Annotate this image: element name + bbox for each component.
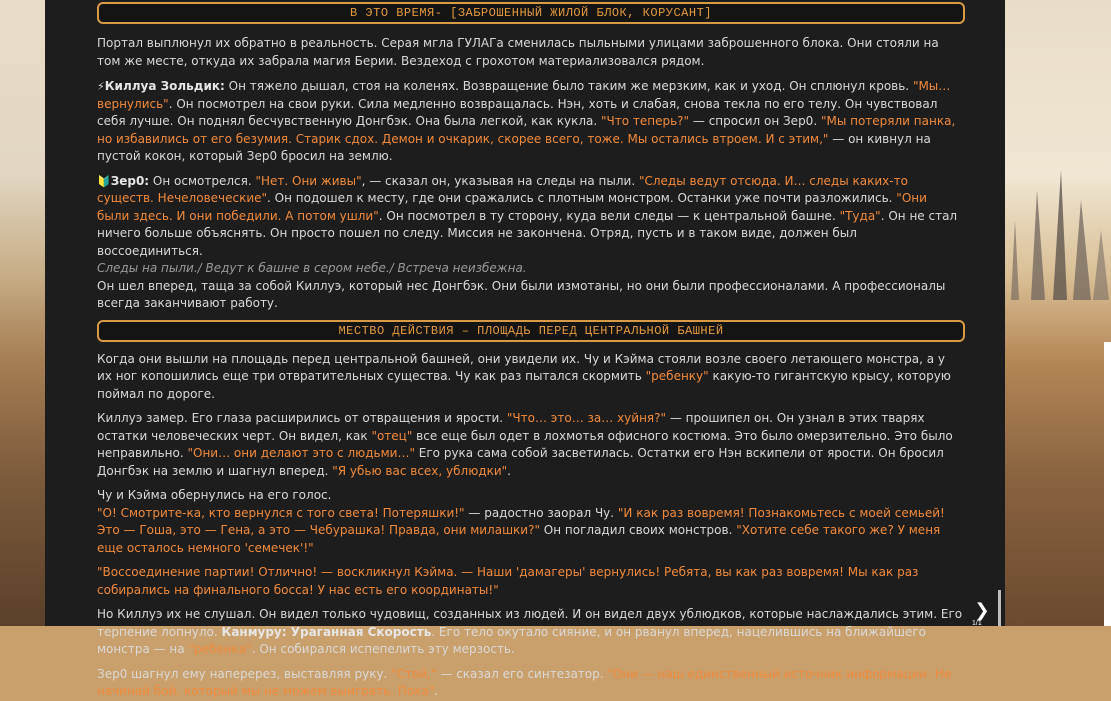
narration-text: . Он собирался испепелить эту мерзость. xyxy=(251,642,515,656)
story-paragraph xyxy=(97,351,963,404)
narration-text: Он погладил своих монстров. xyxy=(539,523,737,537)
narration-text: . Его тело окутало сияние, и он рванул вперед, нацелившись на ближайшего монстра — на xyxy=(97,624,927,656)
dialogue-quote: "ребенку" xyxy=(645,369,709,383)
story-paragraph: Портал выплюнул их обратно в реальность. Серая мгла ГУЛАГа сменилась пыльными улицами заброшенного блока. Они стояли на том же месте, откуда их забрала магия Берии. Вездеход с грохотом материализовался рядом. xyxy=(97,36,939,68)
dialogue-quote: "Хотите себе такого же? У меня еще осталось немного 'семечек'!" xyxy=(97,523,941,555)
narration-text: какую-то гигантскую крысу, которую поймал по дороге. xyxy=(97,369,951,401)
dialogue-quote: "Они — наш единственный источник информации. Не начинай бой, который мы не можем выиграть. Пока" xyxy=(97,666,952,698)
dialogue-quote: "Мы потеряли панка, но избавились от его безумия. Старик сдох. Демон и очкарик, скорее всего, тоже. Мы остались втроем. И с этим," xyxy=(97,114,956,146)
narration-text: . Он подошел к месту, где они сражались с плотным монстром. Останки уже почти разложились. xyxy=(267,191,897,205)
window-scrollbar[interactable] xyxy=(1104,342,1111,626)
story-paragraph xyxy=(97,410,963,480)
speaker-name: Киллуа Зольдик: xyxy=(104,79,225,93)
narration-text: Его рука сама собой засветилась. Остатки его Нэн вскипели от ярости. Он бросил Донгбэк на землю и шагнул вперед. xyxy=(97,446,944,478)
background-haze xyxy=(0,0,45,626)
page-indicator: 1/1 xyxy=(972,620,982,627)
location-banner xyxy=(97,320,965,342)
narration-text: Он тяжело дышал, стоя на коленях. Возвращение было таким же мерзким, как и уход. Он сплюнул кровь. xyxy=(224,79,913,93)
ability-name: Канмуру: Ураганная Скорость xyxy=(221,624,432,639)
dialogue-quote: "Нет. Они живы" xyxy=(255,173,362,188)
panel-scrollbar[interactable] xyxy=(998,590,1001,626)
narration-text: — он кивнул на пустой кокон, который Зер0 бросил на землю. xyxy=(97,131,931,163)
haiku-line: Следы на пыли./ Ведут к башне в сером небе./ Встреча неизбежна. xyxy=(97,261,527,275)
location-banner xyxy=(97,2,965,24)
dialogue-quote: "Стой," xyxy=(391,666,437,681)
dialogue-quote: "Они были здесь. И они победили. А потом ушли" xyxy=(97,191,927,223)
narration-text: Чу и Кэйма обернулись на его голос. xyxy=(97,488,332,502)
lightning-icon: ⚡ xyxy=(97,80,105,93)
narration-text: — спросил он Зер0. xyxy=(689,114,821,128)
story-paragraph: "Воссоединение партии! Отлично! — воскликнул Кэйма. — Наши 'дамагеры' вернулись! Ребята, вы как раз вовремя! Мы как раз собирались на финального босса! У нас есть его координаты!" xyxy=(97,565,919,597)
chevron-right-icon[interactable]: ❯ xyxy=(974,600,990,620)
story-paragraph xyxy=(97,487,963,557)
chat-panel[interactable] xyxy=(45,0,1005,698)
story-paragraph xyxy=(97,78,963,166)
narration-text: Когда они вышли на площадь перед центральной башней, они увидели их. Чу и Кэйма стояли возле своего летающего монстра, а у их ног копошились еще три отвратительных существа. Чу как раз пытался скормить xyxy=(97,351,946,383)
narration-text: Киллуэ замер. Его глаза расширились от отвращения и ярости. xyxy=(97,411,507,425)
dialogue-quote: "Что теперь?" xyxy=(601,114,690,128)
narration-text: . xyxy=(434,684,439,698)
narration-text: Но Киллуэ их не слушал. Он видел только чудовищ, созданных из людей. И он видел двух ублюдков, которые наслаждались этим. Его терпение лопнуло. xyxy=(97,607,963,639)
dialogue-quote: "Следы ведут отсюда. И… следы каких-то существ. Нечеловеческие" xyxy=(97,173,908,205)
speaker-name: Зер0: xyxy=(110,173,150,188)
narration-text: . xyxy=(507,463,511,478)
story-paragraph: Он шел вперед, таща за собой Киллуэ, который нес Донгбэк. Они были измотаны, но они были профессионалами. А профессионалы всегда заканчивают работу. xyxy=(97,278,946,310)
story-content xyxy=(97,0,963,701)
background-towers xyxy=(1001,160,1111,300)
dialogue-quote: "Мы… вернулись" xyxy=(97,79,951,111)
dialogue-quote: "Они… они делают это с людьми…" xyxy=(187,446,415,460)
dialogue-quote: "Туда" xyxy=(839,208,881,223)
narration-text: Зер0 шагнул ему наперерез, выставляя руку. xyxy=(97,666,392,681)
dialogue-quote: "Я убью вас всех, ублюдки" xyxy=(332,463,508,478)
narration-text: . Он не стал ничего больше объяснять. Он просто пошел по следу. Миссия не закончена. Отряд, пусть и в таком виде, должен был воссоединиться. xyxy=(97,208,958,258)
narration-text: — сказал его синтезатор. xyxy=(436,666,608,681)
narration-text: — прошипел он. Он узнал в этих тварях остатки человеческих черт. Он видел, как xyxy=(97,411,925,443)
story-paragraph xyxy=(97,666,963,701)
narration-text: , — сказал он, указывая на следы на пыли. xyxy=(361,173,639,188)
dialogue-quote: "И как раз вовремя! Познакомьтесь с моей семьей! Это — Гоша, это — Гена, а это — Чебурашка! Правда, они милашки?" xyxy=(97,505,945,537)
story-paragraph xyxy=(97,173,963,261)
narration-text: — радостно заорал Чу. xyxy=(464,505,618,520)
dialogue-quote: "ребенка" xyxy=(188,642,252,656)
narration-text: . Он посмотрел на свои руки. Сила медленно возвращалась. Нэн, хоть и слабая, снова текла по его телу. Он чувствовал себя лучше. Он поднял бесчувственную Донгбэк. Она была легкой, как кукла. xyxy=(97,96,938,128)
location-banner-text: В ЭТО ВРЕМЯ- [ЗАБРОШЕННЫЙ ЖИЛОЙ БЛОК, КОРУСАНТ] xyxy=(350,6,712,20)
dialogue-quote: "отец" xyxy=(371,428,413,443)
narration-text: все еще был одет в лохмотья офисного костюма. Это было омерзительно. Это было неправильно. xyxy=(97,428,953,460)
narration-text: Он осмотрелся. xyxy=(149,173,256,188)
story-paragraph xyxy=(97,606,963,659)
location-banner-text: МЕСТВО ДЕЙСТВИЯ – ПЛОЩАДЬ ПЕРЕД ЦЕНТРАЛЬНОЙ БАШНЕЙ xyxy=(338,323,724,338)
dialogue-quote: "Что… это… за… хуйня?" xyxy=(506,411,667,425)
narration-text: . Он посмотрел в ту сторону, куда вели следы — к центральной башне. xyxy=(378,208,840,223)
dialogue-quote: "О! Смотрите-ка, кто вернулся с того света! Потеряшки!" xyxy=(97,505,465,520)
badge-icon: 🔰 xyxy=(97,174,111,188)
